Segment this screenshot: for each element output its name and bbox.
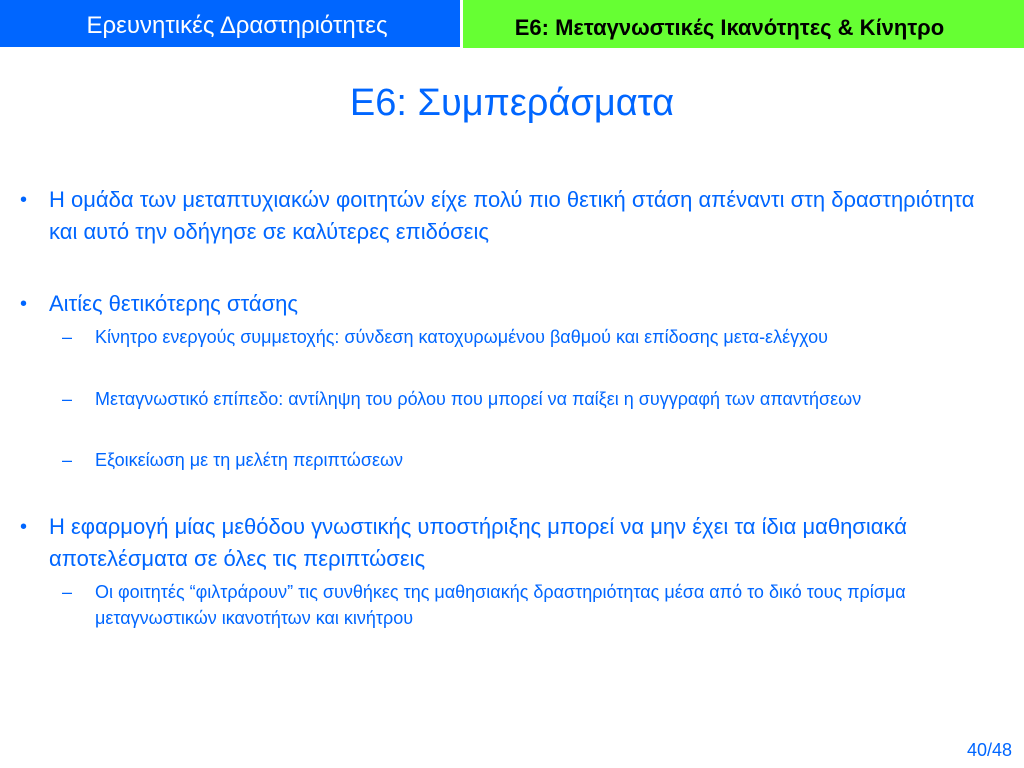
sub-bullet-marker: – — [62, 450, 73, 470]
sub-bullet-marker: – — [62, 389, 73, 409]
sub-bullet-marker: – — [62, 582, 73, 602]
sub-bullet-marker: – — [62, 327, 73, 347]
section-header: Ερευνητικές Δραστηριότητες — [0, 0, 460, 48]
slide-title: Ε6: Συμπεράσματα — [349, 82, 675, 124]
bullet-1-text: Η ομάδα των μεταπτυχιακών φοιτητών είχε πολύ πιο θετική στάση απέναντι στη δραστηριότητα και αυτό την οδήγησε σε καλύτερες επιδόσεις — [49, 187, 975, 244]
bullet-2-sub-2: Μεταγνωστικό επίπεδο: αντίληψη του ρόλου που μπορεί να παίξει η συγγραφή των απαντήσεων — [95, 389, 862, 409]
bullet-marker: • — [20, 189, 28, 211]
subsection-header: Ε6: Μεταγνωστικές Ικανότητες & Κίνητρο — [460, 0, 1024, 48]
bullet-2-sub-3: Εξοικείωση με τη μελέτη περιπτώσεων — [95, 450, 404, 470]
bullet-marker: • — [20, 516, 28, 538]
bullet-2-sub-1: Κίνητρο ενεργούς συμμετοχής: σύνδεση κατοχυρωμένου βαθμού και επίδοσης μετα-ελέγχου — [95, 327, 828, 347]
bullet-3-text: Η εφαρμογή μίας μεθόδου γνωστικής υποστήριξης μπορεί να μην έχει τα ίδια μαθησιακά αποτελέσματα σε όλες τις περιπτώσεις — [49, 514, 907, 571]
bullet-marker: • — [20, 293, 28, 315]
bullet-2-text: Αιτίες θετικότερης στάσης — [49, 291, 298, 316]
bullet-3-sub-1: Οι φοιτητές “φιλτράρουν” τις συνθήκες της μαθησιακής δραστηριότητας μέσα από το δικό τους πρίσμα μεταγνωστικών ικανοτήτων και κινήτρου — [95, 582, 906, 628]
page-number: 40/48 — [966, 740, 1012, 760]
